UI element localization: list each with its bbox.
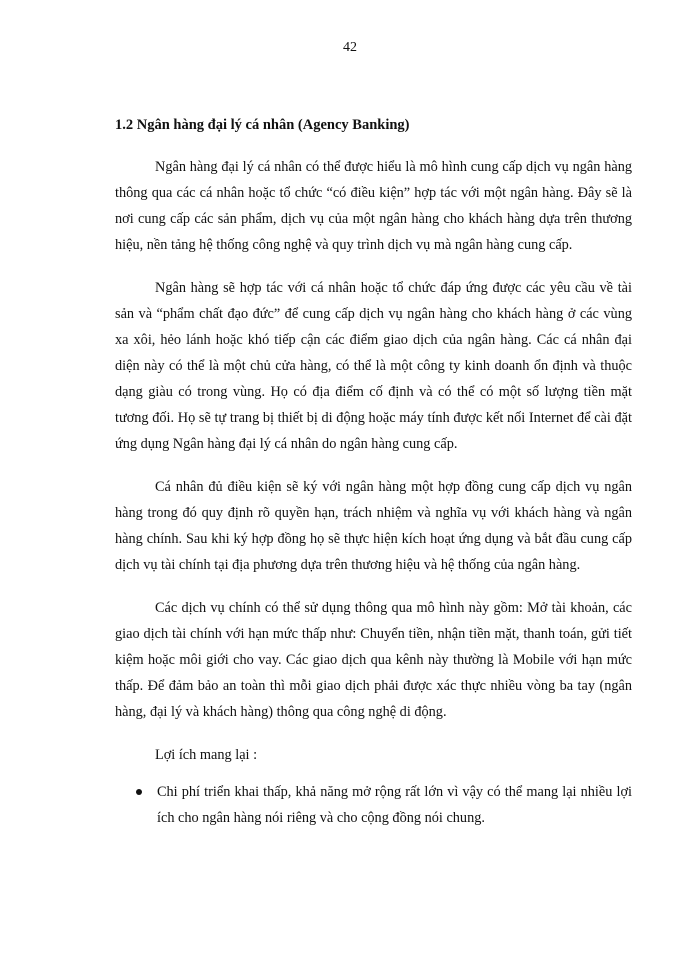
paragraph-definition: Ngân hàng đại lý cá nhân có thể được hiểu là mô hình cung cấp dịch vụ ngân hàng thông qua các cá nhân hoặc tổ chức “có điều kiện” hợp tác với một ngân hàng. Đây sẽ là nơi cung cấp các sản phẩm, dịch vụ của một ngân hàng cho khách hàng dựa trên thương hiệu, nền tảng hệ thống công nghệ và quy trình dịch vụ mà ngân hàng cung cấp. xyxy=(115,159,632,253)
list-item xyxy=(115,779,632,831)
list-item-text: Chi phí triển khai thấp, khả năng mở rộng rất lớn vì vậy có thể mang lại nhiều lợi ích cho ngân hàng nói riêng và cho cộng đồng nói chung. xyxy=(157,784,632,826)
bullet-icon xyxy=(136,789,142,795)
paragraph-contract: Cá nhân đủ điều kiện sẽ ký với ngân hàng một hợp đồng cung cấp dịch vụ ngân hàng trong đó quy định rõ quyền hạn, trách nhiệm và nghĩa vụ với khách hàng và ngân hàng chính. Sau khi ký hợp đồng họ sẽ thực hiện kích hoạt ứng dụng và bắt đầu cung cấp dịch vụ tài chính tại địa phương dựa trên thương hiệu và hệ thống của ngân hàng. xyxy=(115,479,632,573)
page-number: 42 xyxy=(343,40,357,55)
paragraph-partnership: Ngân hàng sẽ hợp tác với cá nhân hoặc tổ chức đáp ứng được các yêu cầu về tài sản và “phẩm chất đạo đức” để cung cấp dịch vụ ngân hàng cho khách hàng ở các vùng xa xôi, hẻo lánh hoặc khó tiếp cận các điểm giao dịch của ngân hàng. Các cá nhân đại diện này có thể là một chủ cửa hàng, có thể là một công ty kinh doanh ổn định và thuộc dạng giàu có trong vùng. Họ có địa điểm cố định và có thể có một số lượng tiền mặt tương đối. Họ sẽ tự trang bị thiết bị di động hoặc máy tính được kết nối Internet để cài đặt ứng dụng Ngân hàng đại lý cá nhân do ngân hàng cung cấp. xyxy=(115,280,632,452)
document-body xyxy=(115,112,632,831)
benefits-lead: Lợi ích mang lại : xyxy=(155,747,258,763)
paragraph-services: Các dịch vụ chính có thể sử dụng thông qua mô hình này gồm: Mở tài khoản, các giao dịch tài chính với hạn mức thấp như: Chuyển tiền, nhận tiền mặt, thanh toán, gửi tiết kiệm hoặc môi giới cho vay. Các giao dịch qua kênh này thường là Mobile với hạn mức thấp. Để đảm bảo an toàn thì mỗi giao dịch phải được xác thực nhiều vòng ba tay (ngân hàng, đại lý và khách hàng) thông qua công nghệ di động. xyxy=(115,600,632,720)
section-heading: 1.2 Ngân hàng đại lý cá nhân (Agency Banking) xyxy=(115,117,410,133)
benefits-list xyxy=(115,779,632,831)
